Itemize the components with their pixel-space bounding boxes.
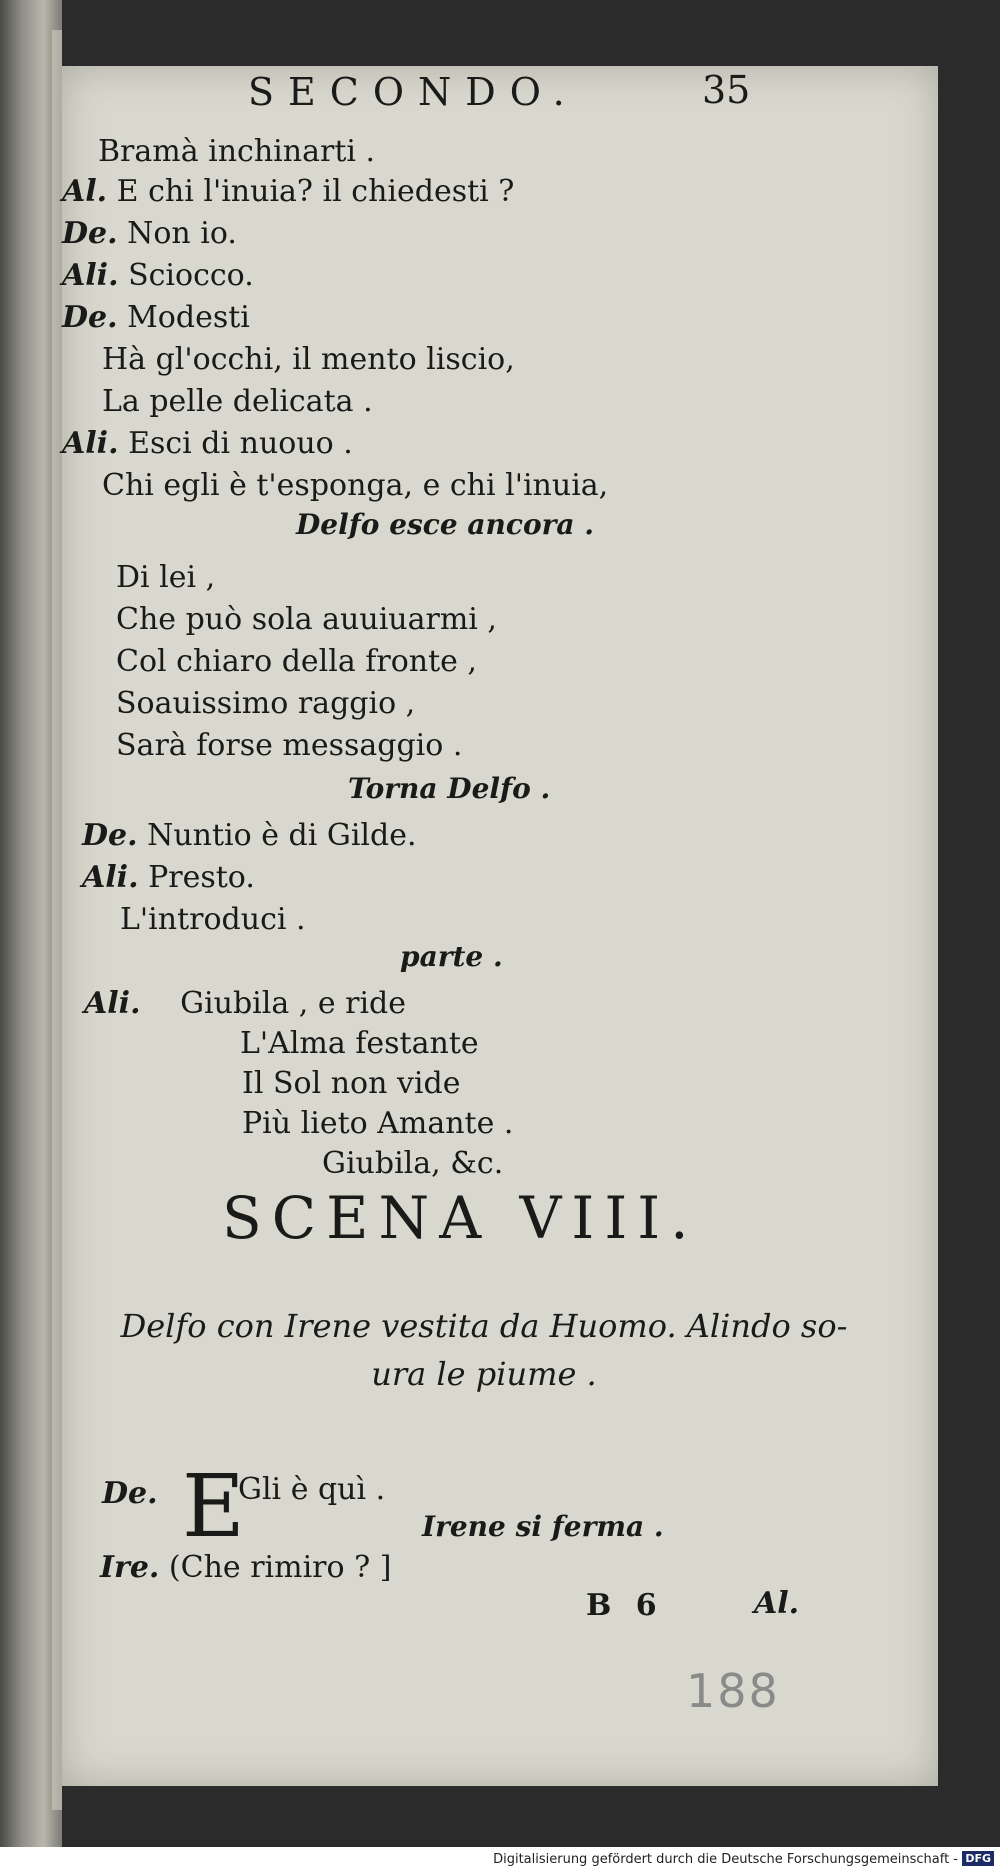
text-line: Col chiaro della fronte , — [116, 644, 477, 679]
book-page — [62, 66, 938, 1786]
text-line: Chi egli è t'esponga, e chi l'inuia, — [102, 468, 609, 503]
text-line — [84, 986, 406, 1022]
folio-number: 35 — [702, 68, 751, 112]
running-head: SECONDO. — [248, 70, 579, 114]
speaker-label: Ali. — [84, 986, 141, 1021]
stage-direction: Torna Delfo . — [348, 772, 551, 805]
text-line: Il Sol non vide — [242, 1066, 461, 1101]
text-line: La pelle delicata . — [102, 384, 373, 419]
text-line — [82, 860, 255, 896]
speaker-label: De. — [62, 300, 118, 335]
text-line — [62, 216, 237, 252]
speaker-label: Ali. — [82, 860, 139, 895]
text-line — [100, 1550, 391, 1586]
dfg-logo: DFG — [962, 1851, 994, 1866]
stage-direction: parte . — [400, 940, 503, 973]
line-text: Nuntio è di Gilde. — [147, 818, 417, 853]
speaker-label: De. — [62, 216, 118, 251]
line-text: Giubila , e ride — [180, 986, 407, 1021]
speaker-label: Ire. — [100, 1550, 160, 1585]
speaker-label: Ali. — [62, 426, 119, 461]
line-text: Presto. — [148, 860, 255, 895]
speaker-label: De. — [102, 1476, 158, 1511]
text-line — [62, 426, 353, 462]
text-line: L'Alma festante — [240, 1026, 479, 1061]
text-line: Sarà forse messaggio . — [116, 728, 463, 763]
text-line — [82, 818, 417, 854]
page-edge — [52, 30, 62, 1810]
line-text: Sciocco. — [128, 258, 254, 293]
speaker-label: Al. — [62, 174, 108, 209]
text-line: Che può sola auuiuarmi , — [116, 602, 497, 637]
scene-description: Delfo con Irene vestita da Huomo. Alindo so-ura le piume . — [120, 1307, 848, 1393]
text-line: Soauissimo raggio , — [116, 686, 416, 721]
drop-capital: E — [182, 1457, 245, 1557]
signature-mark: B 6 — [586, 1588, 657, 1623]
speaker-label: Ali. — [62, 258, 119, 293]
scene-heading: SCENA VIII. — [222, 1184, 699, 1252]
line-text: E chi l'inuia? il chiedesti ? — [116, 174, 515, 209]
text-line: L'introduci . — [120, 902, 306, 937]
footer-bar — [0, 1847, 1000, 1873]
text-line: Bramà inchinarti . — [98, 134, 376, 169]
speaker-label: De. — [82, 818, 138, 853]
line-text: (Che rimiro ? ] — [168, 1550, 392, 1585]
catchword: Al. — [754, 1586, 800, 1621]
stage-direction: Irene si ferma . — [422, 1510, 664, 1543]
line-text: Gli è quì . — [238, 1472, 386, 1507]
stage-direction: Delfo esce ancora . — [296, 508, 595, 541]
line-text: Esci di nuouo . — [128, 426, 353, 461]
text-line: Di lei , — [116, 560, 216, 595]
text-line — [62, 258, 254, 294]
text-line: Giubila, &c. — [322, 1146, 504, 1181]
pencil-annotation: 188 — [686, 1664, 780, 1718]
footer-credit: Digitalisierung gefördert durch die Deutsche Forschungsgemeinschaft - — [493, 1852, 958, 1867]
text-line: Più lieto Amante . — [242, 1106, 514, 1141]
text-line: Hà gl'occhi, il mento liscio, — [102, 342, 515, 377]
text-line — [62, 300, 250, 336]
line-text: Modesti — [127, 300, 250, 335]
line-text: Non io. — [127, 216, 237, 251]
text-line — [62, 174, 514, 210]
